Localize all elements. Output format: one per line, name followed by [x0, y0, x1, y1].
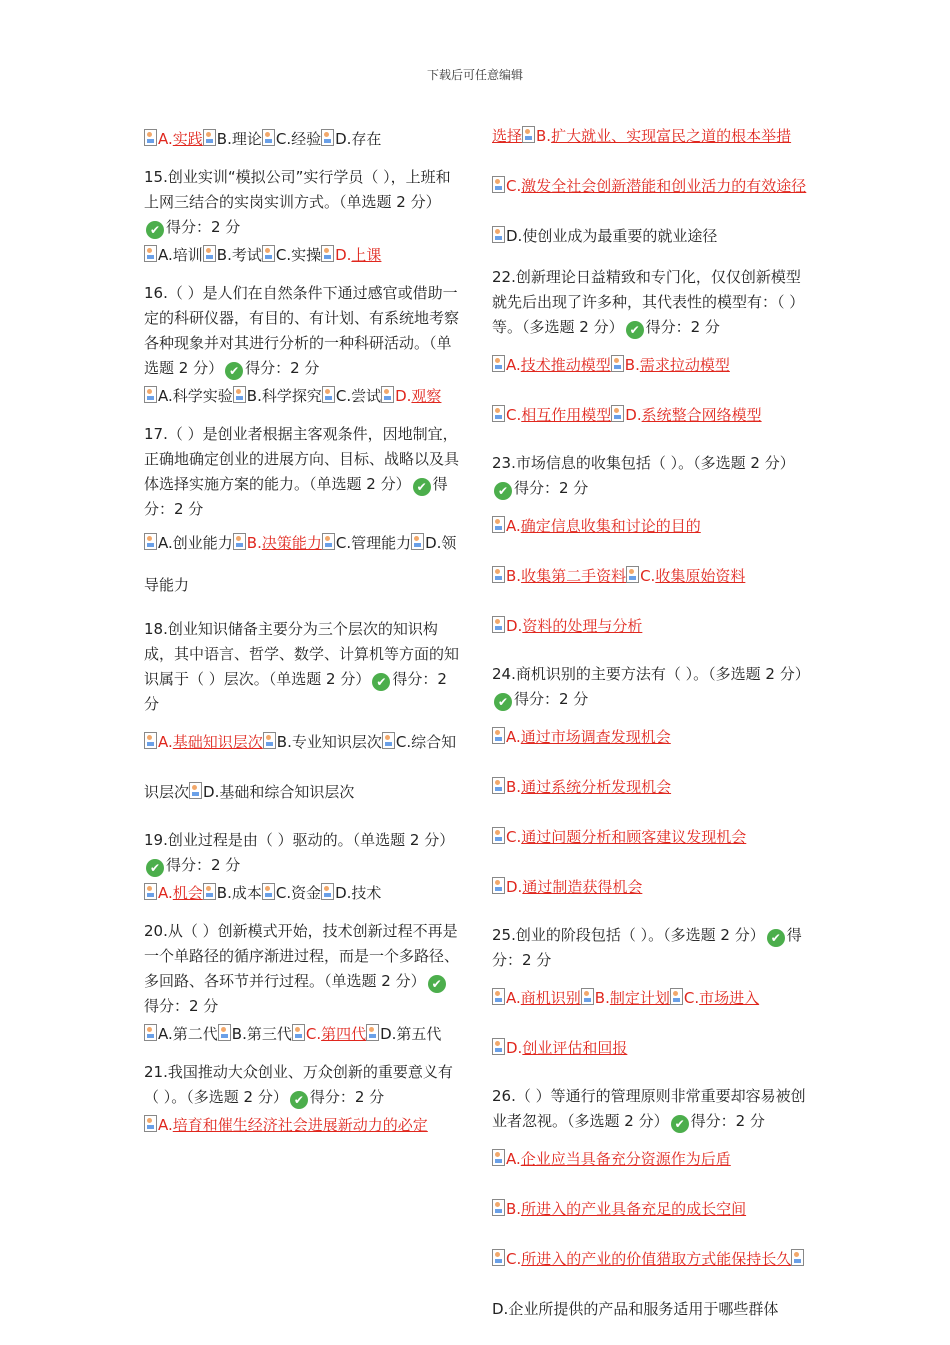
image-placeholder-icon	[203, 883, 216, 900]
option-a[interactable]: A.实践	[144, 130, 203, 148]
option-b[interactable]: B.考试	[203, 246, 262, 264]
right-column	[492, 124, 810, 1345]
image-placeholder-icon	[263, 732, 276, 749]
question-23	[492, 451, 810, 651]
question-score: 得分：2 分	[144, 997, 219, 1015]
option-d[interactable]: D.资料的处理与分析	[492, 617, 642, 635]
check-icon: ✔	[146, 859, 164, 877]
question-text: 17.（ ）是创业者根据主客观条件，因地制宜，正确地确定创业的进展方向、目标、战略以及具体选择实施方案的能力。（单选题 2 分）	[144, 425, 460, 493]
options	[144, 124, 462, 154]
image-placeholder-icon	[791, 1249, 804, 1266]
option-a[interactable]: A.培训	[144, 246, 203, 264]
image-placeholder-icon	[262, 245, 275, 262]
image-placeholder-icon	[262, 883, 275, 900]
question-20	[144, 919, 462, 1049]
question-17	[144, 422, 462, 606]
option-c[interactable]: C.资金	[262, 884, 321, 902]
question-25	[492, 923, 810, 1073]
question-text: 16.（ ）是人们在自然条件下通过感官或借助一定的科研仪器，有目的、有计划、有系统地考察各种现象并对其进行分析的一种科研活动。（单选题 2 分）	[144, 284, 460, 377]
image-placeholder-icon	[321, 883, 334, 900]
image-placeholder-icon	[492, 516, 505, 533]
check-icon: ✔	[372, 673, 390, 691]
image-placeholder-icon	[492, 1199, 505, 1216]
option-a[interactable]: A.机会	[144, 884, 203, 902]
image-placeholder-icon	[322, 386, 335, 403]
option-b[interactable]: B.收集第二手资料	[492, 567, 626, 585]
image-placeholder-icon	[492, 405, 505, 422]
option-b[interactable]: B.决策能力	[233, 534, 322, 552]
check-icon: ✔	[290, 1091, 308, 1109]
question-16	[144, 281, 462, 411]
option-c[interactable]: C.综合知识层次	[144, 733, 457, 801]
option-a[interactable]: A.商机识别	[492, 989, 581, 1007]
question-score: 得分：2 分	[166, 856, 241, 874]
question-score: 得分：2 分	[144, 475, 448, 518]
image-placeholder-icon	[144, 1024, 157, 1041]
check-icon: ✔	[146, 221, 164, 239]
question-score: 得分：2 分	[690, 1112, 765, 1130]
image-placeholder-icon	[611, 405, 624, 422]
image-placeholder-icon	[492, 616, 505, 633]
image-placeholder-icon	[321, 245, 334, 262]
image-placeholder-icon	[321, 129, 334, 146]
image-placeholder-icon	[492, 988, 505, 1005]
image-placeholder-icon	[382, 732, 395, 749]
option-b[interactable]: B.扩大就业、实现富民之道的根本举措	[522, 127, 791, 145]
check-icon: ✔	[428, 975, 446, 993]
question-22	[492, 265, 810, 440]
question-text: 19.创业过程是由（ ）驱动的。（单选题 2 分）	[144, 831, 455, 849]
option-c[interactable]: C.管理能力	[322, 534, 411, 552]
option-b[interactable]: B.理论	[203, 130, 262, 148]
option-a[interactable]: A.企业应当具备充分资源作为后盾	[492, 1150, 731, 1168]
check-icon: ✔	[494, 482, 512, 500]
option-b[interactable]: B.通过系统分析发现机会	[492, 778, 671, 796]
question-text: 21.我国推动大众创业、万众创新的重要意义有（ ）。（多选题 2 分）	[144, 1063, 453, 1106]
image-placeholder-icon	[144, 386, 157, 403]
question-score: 得分：2 分	[514, 479, 589, 497]
option-d[interactable]: D.第五代	[366, 1025, 441, 1043]
image-placeholder-icon	[203, 245, 216, 262]
image-placeholder-icon	[492, 727, 505, 744]
image-placeholder-icon	[492, 176, 505, 193]
options	[144, 240, 462, 270]
options	[144, 717, 462, 817]
option-c[interactable]: C.通过问题分析和顾客建议发现机会	[492, 828, 746, 846]
page-header: 下载后可任意编辑	[426, 68, 523, 82]
image-placeholder-icon	[144, 883, 157, 900]
options	[492, 340, 810, 440]
question-text: 22.创新理论日益精致和专门化，仅仅创新模型就先后出现了许多种，其代表性的模型有：（ ）等。（多选题 2 分）	[492, 268, 805, 336]
image-placeholder-icon	[492, 877, 505, 894]
image-placeholder-icon	[492, 777, 505, 794]
option-c[interactable]: C.相互作用模型	[492, 406, 611, 424]
question-score: 得分：2 分	[144, 670, 447, 713]
image-placeholder-icon	[233, 386, 246, 403]
check-icon: ✔	[626, 321, 644, 339]
image-placeholder-icon	[189, 782, 202, 799]
question-score: 得分：2 分	[166, 218, 241, 236]
check-icon: ✔	[413, 478, 431, 496]
options	[144, 522, 462, 606]
option-d[interactable]: D.领导能力	[144, 534, 457, 594]
question-text: 25.创业的阶段包括（ ）。（多选题 2 分）	[492, 926, 765, 944]
question-text: 24.商机识别的主要方法有（ ）。（多选题 2 分）	[492, 665, 810, 683]
option-c[interactable]: C.经验	[262, 130, 321, 148]
question-score: 得分：2 分	[514, 690, 589, 708]
image-placeholder-icon	[144, 732, 157, 749]
option-b[interactable]: B.科学探究	[233, 387, 322, 405]
options	[492, 712, 810, 912]
check-icon: ✔	[225, 362, 243, 380]
image-placeholder-icon	[144, 245, 157, 262]
image-placeholder-icon	[492, 355, 505, 372]
option-c[interactable]: C.第四代	[292, 1025, 366, 1043]
options	[144, 878, 462, 908]
options	[492, 1134, 810, 1334]
option-c[interactable]: C.收集原始资料	[626, 567, 745, 585]
question-text: 18.创业知识储备主要分为三个层次的知识构成，其中语言、哲学、数学、计算机等方面的知识属于（ ）层次。（单选题 2 分）	[144, 620, 460, 688]
question-score: 得分：2 分	[645, 318, 720, 336]
image-placeholder-icon	[233, 533, 246, 550]
image-placeholder-icon	[581, 988, 594, 1005]
options	[144, 1110, 462, 1140]
question-text: 15.创业实训“模拟公司”实行学员（ ），上班和上网三结合的实岗实训方式。（单选题 2 分）	[144, 168, 451, 211]
option-d[interactable]: D.企业所提供的产品和服务适用于哪些群体	[492, 1250, 805, 1318]
question-18	[144, 617, 462, 817]
option-d[interactable]: D.创业评估和回报	[492, 1039, 627, 1057]
option-b[interactable]: B.需求拉动模型	[611, 356, 730, 374]
image-placeholder-icon	[144, 1115, 157, 1132]
option-d[interactable]: D.系统整合网络模型	[611, 406, 761, 424]
option-a[interactable]: A.确定信息收集和讨论的目的	[492, 517, 701, 535]
image-placeholder-icon	[492, 827, 505, 844]
question-26	[492, 1084, 810, 1334]
question-score: 得分：2 分	[492, 926, 802, 969]
image-placeholder-icon	[492, 566, 505, 583]
option-d[interactable]: D.上课	[321, 246, 381, 264]
left-column	[144, 124, 462, 1151]
image-placeholder-icon	[144, 129, 157, 146]
image-placeholder-icon	[492, 1249, 505, 1266]
question-19	[144, 828, 462, 908]
option-c[interactable]: C.激发全社会创新潜能和创业活力的有效途径	[492, 177, 806, 195]
image-placeholder-icon	[218, 1024, 231, 1041]
question-score: 得分：2 分	[309, 1088, 385, 1106]
option-a[interactable]: A.科学实验	[144, 387, 233, 405]
question-text: 26.（ ）等通行的管理原则非常重要却容易被创业者忽视。（多选题 2 分）	[492, 1087, 806, 1130]
options	[492, 501, 810, 651]
image-placeholder-icon	[203, 129, 216, 146]
question-15	[144, 165, 462, 270]
option-b[interactable]: B.所进入的产业具备充足的成长空间	[492, 1200, 746, 1218]
option-c[interactable]: C.所进入的产业的价值猎取方式能保持长久	[492, 1250, 791, 1268]
image-placeholder-icon	[322, 533, 335, 550]
options	[144, 1019, 462, 1049]
image-placeholder-icon	[262, 129, 275, 146]
image-placeholder-icon	[522, 126, 535, 143]
question-14	[144, 124, 462, 154]
question-text: 23.市场信息的收集包括（ ）。（多选题 2 分）	[492, 454, 795, 472]
image-placeholder-icon	[492, 226, 505, 243]
image-placeholder-icon	[292, 1024, 305, 1041]
option-a[interactable]: A.第二代	[144, 1025, 218, 1043]
options	[492, 973, 810, 1073]
image-placeholder-icon	[366, 1024, 379, 1041]
option-c[interactable]: C.实操	[262, 246, 321, 264]
image-placeholder-icon	[492, 1038, 505, 1055]
option-a[interactable]: A.基础知识层次	[144, 733, 263, 751]
option-a-continued[interactable]: 选择	[492, 127, 523, 145]
check-icon: ✔	[767, 929, 785, 947]
options	[144, 381, 462, 411]
check-icon: ✔	[494, 693, 512, 711]
image-placeholder-icon	[411, 533, 424, 550]
question-21-options-continued	[492, 111, 810, 261]
question-score: 得分：2 分	[245, 359, 320, 377]
option-c[interactable]: C.市场进入	[670, 989, 759, 1007]
option-d[interactable]: D.存在	[321, 130, 381, 148]
option-a[interactable]: A.通过市场调查发现机会	[492, 728, 671, 746]
option-d[interactable]: D.技术	[321, 884, 381, 902]
image-placeholder-icon	[626, 566, 639, 583]
option-a[interactable]: A.创业能力	[144, 534, 233, 552]
option-d[interactable]: D.通过制造获得机会	[492, 878, 642, 896]
image-placeholder-icon	[670, 988, 683, 1005]
option-d[interactable]: D.使创业成为最重要的就业途径	[492, 227, 717, 245]
image-placeholder-icon	[144, 533, 157, 550]
question-text: 20.从（ ）创新模式开始，技术创新过程不再是一个单路径的循序渐进过程，而是一个多路径、多回路、各环节并行过程。（单选题 2 分）	[144, 922, 460, 990]
check-icon: ✔	[671, 1115, 689, 1133]
option-a[interactable]: A.技术推动模型	[492, 356, 611, 374]
option-a[interactable]: A.培育和催生经济社会进展新动力的必定	[144, 1116, 428, 1134]
option-c[interactable]: C.尝试	[322, 387, 381, 405]
option-b[interactable]: B.制定计划	[581, 989, 670, 1007]
option-b[interactable]: B.专业知识层次	[263, 733, 382, 751]
question-21	[144, 1060, 462, 1140]
option-b[interactable]: B.成本	[203, 884, 262, 902]
option-d[interactable]: D.观察	[381, 387, 441, 405]
option-b[interactable]: B.第三代	[218, 1025, 292, 1043]
image-placeholder-icon	[492, 1149, 505, 1166]
image-placeholder-icon	[381, 386, 394, 403]
image-placeholder-icon	[611, 355, 624, 372]
option-d[interactable]: D.基础和综合知识层次	[189, 783, 354, 801]
question-24	[492, 662, 810, 912]
